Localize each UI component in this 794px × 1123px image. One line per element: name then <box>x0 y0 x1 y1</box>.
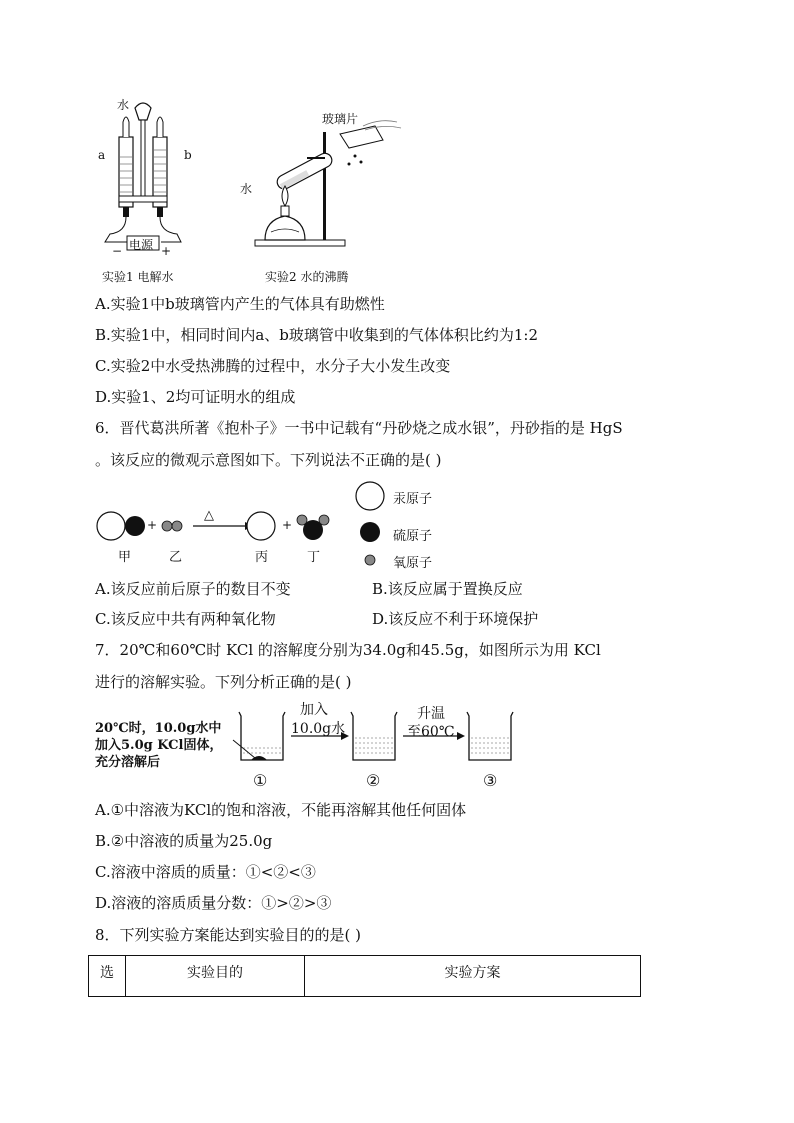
q5-option-b: B.实验1中，相同时间内a、b玻璃管中收集到的气体体积比约为1:2 <box>95 326 539 344</box>
q6-condition-heat: △ <box>204 508 214 523</box>
q7-option-d: D.溶液的溶质质量分数：①>②>③ <box>95 894 332 912</box>
exp1-caption: 实验1 电解水 <box>102 270 174 284</box>
q5-option-c: C.实验2中水受热沸腾的过程中，水分子大小发生改变 <box>95 357 451 375</box>
exp1-plus-label: + <box>161 244 172 258</box>
q6-stem-line1: 6．晋代葛洪所著《抱朴子》一书中记载有“丹砂烧之成水银”，丹砂指的是 HgS <box>95 419 623 437</box>
q6-legend-oxygen: 氧原子 <box>393 556 433 571</box>
q8-header-plan: 实验方案 <box>305 956 641 997</box>
q7-stem-line2: 进行的溶解实验。下列分析正确的是( ) <box>95 673 352 691</box>
exp1-water-label: 水 <box>117 98 130 112</box>
q7-start-line1: 20℃时，10.0g水中 <box>95 721 222 736</box>
q7-option-a: A.①中溶液为KCl的饱和溶液，不能再溶解其他任何固体 <box>95 801 467 819</box>
q6-plus-1: + <box>147 518 158 532</box>
table-row <box>89 956 641 997</box>
q6-option-a: A.该反应前后原子的数目不变 <box>95 580 291 598</box>
q7-step1-line2: 10.0g水 <box>291 721 346 737</box>
exp1-tube-b-label: b <box>184 148 192 162</box>
q6-option-c: C.该反应中共有两种氧化物 <box>95 610 276 628</box>
q7-beaker-label-2: ② <box>366 771 381 790</box>
q7-beaker-label-1: ① <box>253 771 268 790</box>
q6-legend-mercury: 汞原子 <box>393 492 433 507</box>
q6-option-b: B.该反应属于置换反应 <box>372 580 523 598</box>
exp1-power-label: 电源 <box>129 238 154 252</box>
q6-label-bing: 丙 <box>255 550 269 565</box>
q7-step2-line1: 升温 <box>417 706 445 722</box>
exp2-glass-plate-label: 玻璃片 <box>322 112 359 126</box>
q6-legend-symbols <box>352 480 392 570</box>
q8-header-purpose: 实验目的 <box>126 956 305 997</box>
q8-header-option: 选 <box>89 956 126 997</box>
exp2-boiling-figure <box>245 112 405 252</box>
q7-dissolution-diagram <box>225 700 535 770</box>
q6-label-yi: 乙 <box>169 550 183 565</box>
exp2-caption: 实验2 水的沸腾 <box>265 270 349 284</box>
q5-option-d: D.实验1、2均可证明水的组成 <box>95 388 296 406</box>
q8-options-table <box>88 955 641 997</box>
exp1-minus-label: − <box>112 244 123 258</box>
q5-option-a: A.实验1中b玻璃管内产生的气体具有助燃性 <box>95 295 385 313</box>
q6-label-ding: 丁 <box>307 550 321 565</box>
q7-start-line3: 充分溶解后 <box>95 755 161 770</box>
q6-label-jia: 甲 <box>118 550 132 565</box>
q7-step2-line2: 至60℃ <box>407 724 455 740</box>
q7-step1-line1: 加入 <box>300 702 328 718</box>
q7-option-b: B.②中溶液的质量为25.0g <box>95 832 273 850</box>
q6-reaction-diagram <box>95 500 345 550</box>
q8-stem: 8．下列实验方案能达到实验目的的是( ) <box>95 926 362 944</box>
q7-start-condition <box>95 720 222 771</box>
q6-option-d: D.该反应不利于环境保护 <box>372 610 539 628</box>
q6-plus-2: + <box>282 518 293 532</box>
q6-legend-sulfur: 硫原子 <box>393 529 433 544</box>
exp2-water-label: 水 <box>240 182 253 196</box>
q7-start-line2: 加入5.0g KCl固体， <box>95 738 223 753</box>
q7-beaker-label-3: ③ <box>483 771 498 790</box>
q7-stem-line1: 7．20℃和60℃时 KCl 的溶解度分别为34.0g和45.5g，如图所示为用 KCl <box>95 641 601 659</box>
exp1-tube-a-label: a <box>98 148 106 162</box>
q6-stem-line2: 。该反应的微观示意图如下。下列说法不正确的是( ) <box>95 451 442 469</box>
q7-option-c: C.溶液中溶质的质量：①<②<③ <box>95 863 316 881</box>
